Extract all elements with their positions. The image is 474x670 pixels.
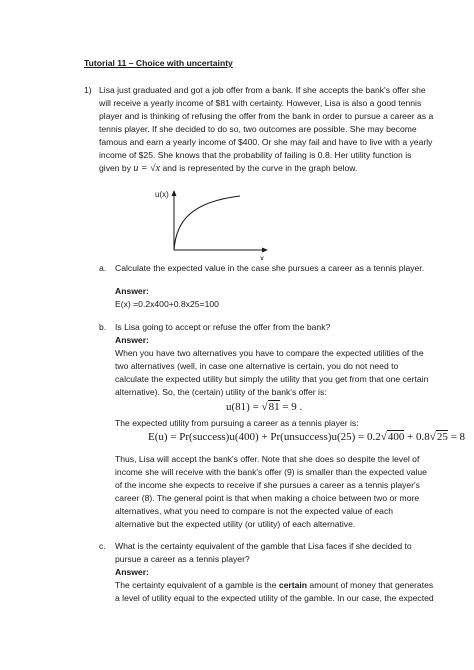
part-a-label: a. (99, 263, 107, 273)
conclusion-line: of the income she expects to receive if she pursues a career as a tennis player's (115, 480, 420, 490)
part-b-line: calculate the expected utility but simply the utility that you get from that one certain (115, 374, 429, 384)
part-b-question: Is Lisa going to accept or refuse the offer from the bank? (115, 322, 331, 332)
y-axis-label: u(x) (155, 190, 169, 199)
part-b-line: alternative). So, the (certain) utility of the bank's offer is: (115, 387, 327, 397)
q1-line: famous and earn a yearly income of $400. Or she may fail and have to live with a yearly (99, 137, 433, 147)
part-a-answer-label: Answer: (115, 286, 149, 296)
part-c-line: The certainty equivalent of a gamble is the certain amount of money that generates (115, 580, 434, 590)
conclusion-line: career (8). The general point is that when making a choice between two or more (115, 493, 420, 503)
expected-utility-intro: The expected utility from pursuing a career as a tennis player is: (115, 418, 359, 428)
part-c-label: c. (99, 541, 106, 551)
part-a-answer: E(x) =0.2x400+0.8x25=100 (115, 299, 219, 309)
part-c-question: What is the certainty equivalent of the gamble that Lisa faces if she decided to (115, 541, 412, 551)
part-c-answer-label: Answer: (115, 567, 149, 577)
q1-line: tennis player. If she decided to do so, two outcomes are possible. She may become (99, 124, 417, 134)
utility-formula: u = √x (133, 163, 161, 174)
certain-emphasis: certain (278, 580, 308, 590)
x-axis-arrow (262, 248, 268, 253)
expected-utility-equation: E(u) = Pr(success)u(400) + Pr(unsuccess)u(25) = 0.2√400 + 0.8√25 = 8 (148, 431, 466, 443)
q1-line-last (99, 163, 357, 174)
part-b-line: When you have two alternatives you have to compare the expected utilities of the (115, 348, 424, 358)
bank-utility-equation: u(81) = √81 = 9 . (226, 401, 303, 413)
q1-prefix: given by (99, 163, 132, 173)
y-axis-arrow (172, 190, 177, 196)
q1-line: will receive a yearly income of $81 with certainty. However, Lisa is also a good tennis (99, 98, 422, 108)
conclusion-line: Thus, Lisa will accept the bank's offer. Note that she does so despite the level of (115, 454, 420, 464)
q1-line: Lisa just graduated and got a job offer from a bank. If she accepts the bank's offer she (99, 85, 426, 95)
conclusion-line: alternative but the expected utility (or utility) of each alternative. (115, 519, 356, 529)
part-c-question: pursue a career as a tennis player? (115, 554, 250, 564)
conclusion-line: income she will receive with the bank's offer (9) is smaller than the expected value (115, 467, 427, 477)
part-b-answer-label: Answer: (115, 335, 149, 345)
part-b-label: b. (99, 322, 107, 332)
utility-curve (174, 196, 240, 250)
conclusion-line: alternatives, what you need to compare is not the expected value of each (115, 506, 394, 516)
part-a-question: Calculate the expected value in the case she pursues a career as a tennis player. (115, 263, 425, 273)
page-title: Tutorial 11 – Choice with uncertainty (84, 58, 233, 68)
q1-suffix: and is represented by the curve in the graph below. (162, 163, 358, 173)
q1-line: player and is thinking of refusing the offer from the bank in order to pursue a career as a (99, 111, 434, 121)
q1-line: income of $25. She knows that the probability of failing is 0.8. Her utility function is (99, 150, 412, 160)
part-c-line: a level of utility equal to the expected utility of the gamble. In our case, the expected (115, 593, 434, 603)
utility-graph (150, 188, 275, 260)
question-number: 1) (84, 85, 92, 95)
x-axis-label: x (260, 254, 264, 260)
part-b-line: two alternatives (well, in case one alternative is certain, you do not need to (115, 361, 399, 371)
